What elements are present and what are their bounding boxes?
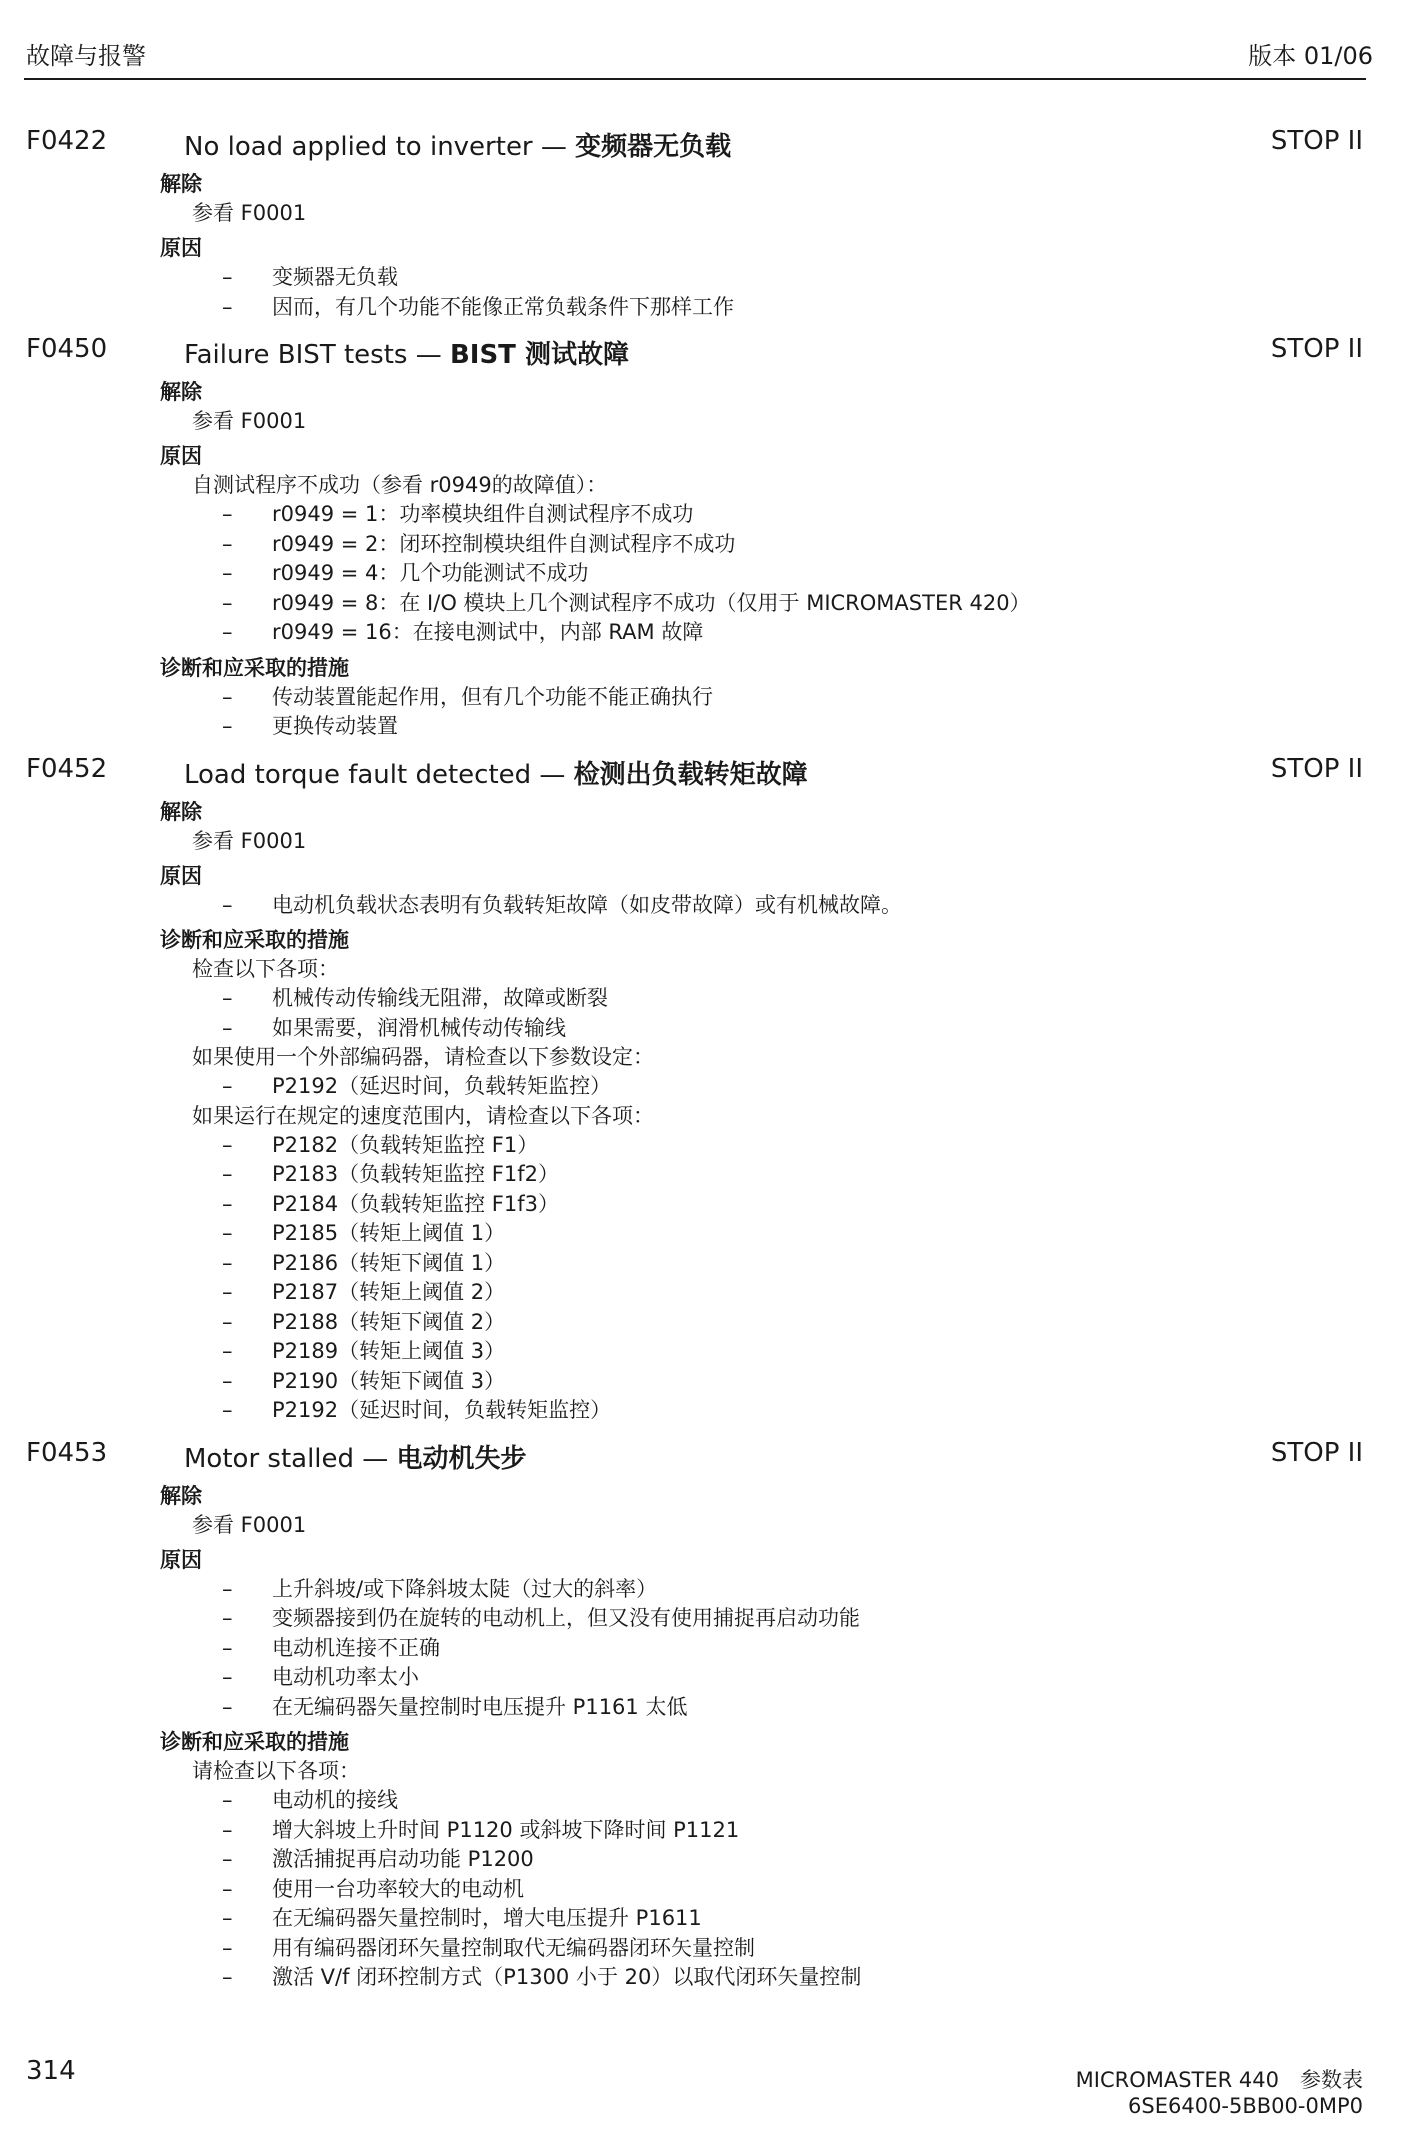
fault-title-en: No load applied to inverter [184,132,533,162]
list-dash: – [222,1015,233,1040]
fault-entry [0,1438,1419,1999]
section-heading: 原因 [160,863,202,888]
list-item-text: P2192（延迟时间，负载转矩监控） [272,1074,612,1098]
fault-entry [0,754,1419,1432]
list-item-text: P2186（转矩下阈值 1） [272,1250,506,1275]
list-item [0,1160,1419,1190]
list-dash: – [222,892,233,917]
list-dash: – [222,1965,233,1989]
list-dash: – [222,561,233,585]
list-dash: – [222,620,233,644]
footer-order-number: 6SE6400-5BB00-0MP0 [1128,2094,1363,2118]
fault-title-cn: 电动机失步 [396,1443,527,1474]
list-item [0,1190,1419,1220]
list-dash: – [222,1309,233,1334]
list-item-text: 因而，有几个功能不能像正常负载条件下那样工作 [272,294,734,319]
list-dash: – [222,1280,233,1304]
fault-title-row [0,126,1419,170]
section-spacer [0,1426,1419,1432]
fault-title-separator: — [354,1443,397,1474]
list-dash: – [222,1935,233,1960]
fault-title-separator: — [531,759,574,790]
indented-text: 如果使用一个外部编码器，请检查以下参数设定： [192,1045,654,1069]
fault-title-separator: — [407,340,450,370]
list-dash: – [222,1906,233,1930]
fault-stop-level: STOP II [1270,126,1363,156]
list-item [0,1904,1419,1934]
list-item-text: P2187（转矩上阈值 2） [272,1280,506,1304]
list-item-text: 电动机的接线 [272,1788,398,1812]
list-item-text: r0949 = 16：在接电测试中，内部 RAM 故障 [272,620,704,644]
list-item [0,589,1419,619]
list-dash: – [222,684,233,709]
list-item [0,500,1419,530]
fault-stop-level: STOP II [1270,1437,1363,1468]
list-item-text: r0949 = 4：几个功能测试不成功 [272,561,589,585]
fault-code: F0422 [26,126,108,156]
section-heading: 原因 [160,1547,202,1572]
section-heading: 诊断和应采取的措施 [160,655,349,680]
list-dash: – [222,1398,233,1422]
list-item [0,1963,1419,1993]
list-item-text: 上升斜坡/或下降斜坡太陡（过大的斜率） [272,1576,658,1601]
list-dash: – [222,1162,233,1186]
list-item-text: P2188（转矩下阈值 2） [272,1309,506,1334]
list-item [0,1249,1419,1279]
fault-title-en: Motor stalled [184,1443,355,1474]
fault-title-cn: BIST 测试故障 [449,340,629,370]
list-item [0,1934,1419,1964]
list-item-text: 传动装置能起作用，但有几个功能不能正确执行 [272,684,713,709]
list-dash: – [222,1876,233,1901]
list-item-text: 电动机负载状态表明有负载转矩故障（如皮带故障）或有机械故障。 [272,892,902,917]
list-dash: – [222,502,233,526]
indented-text: 参看 F0001 [192,409,307,433]
fault-list [0,126,1419,2005]
list-item [0,1575,1419,1605]
list-item [0,1845,1419,1875]
list-dash: – [222,1368,233,1393]
fault-code: F0450 [26,334,108,364]
fault-stop-level: STOP II [1270,334,1363,364]
list-item-text: r0949 = 1：功率模块组件自测试程序不成功 [272,502,694,526]
fault-title-separator: — [532,132,576,162]
indented-text: 检查以下各项： [192,957,339,981]
section-spacer [0,742,1419,748]
list-item [0,1604,1419,1634]
list-dash: – [222,265,233,289]
list-item-text: 电动机连接不正确 [272,1635,440,1660]
fault-title-row [0,754,1419,798]
list-item [0,1816,1419,1846]
list-item [0,1663,1419,1693]
list-item-text: 激活 V/f 闭环控制方式（P1300 小于 20）以取代闭环矢量控制 [272,1965,862,1989]
list-item-text: r0949 = 8：在 I/O 模块上几个测试程序不成功（仅用于 MICROMASTER 420） [272,590,1031,615]
section-heading: 诊断和应采取的措施 [160,928,349,952]
list-item [0,984,1419,1014]
list-item-text: P2183（负载转矩监控 F1f2） [272,1162,559,1186]
list-item [0,1786,1419,1816]
fault-code: F0452 [26,753,108,784]
list-dash: – [222,1694,233,1719]
list-dash: – [222,1250,233,1275]
list-dash: – [222,1817,233,1842]
page-header-version: 版本 01/06 [1248,42,1373,70]
list-item [0,683,1419,713]
fault-title [184,126,731,163]
list-item [0,293,1419,323]
list-item [0,1278,1419,1308]
list-item-text: r0949 = 2：闭环控制模块组件自测试程序不成功 [272,531,736,556]
list-item-text: P2190（转矩下阈值 3） [272,1368,506,1393]
list-item [0,618,1419,648]
list-item-text: P2184（负载转矩监控 F1f3） [272,1191,559,1216]
indented-text: 自测试程序不成功（参看 r0949的故障值）： [192,473,608,497]
list-item-text: 机械传动传输线无阻滞，故障或断裂 [272,986,608,1010]
fault-title-row [0,1438,1419,1482]
indented-text: 参看 F0001 [192,201,307,225]
list-item [0,1072,1419,1102]
list-dash: – [222,986,233,1010]
list-item [0,559,1419,589]
fault-title-cn: 变频器无负载 [575,132,732,162]
section-heading: 原因 [160,444,202,468]
list-item-text: 增大斜坡上升时间 P1120 或斜坡下降时间 P1121 [272,1817,740,1842]
section-heading: 解除 [160,799,202,824]
list-item-text: 在无编码器矢量控制时电压提升 P1161 太低 [272,1694,688,1719]
list-item [0,1219,1419,1249]
fault-title [184,754,808,791]
list-item-text: 激活捕捉再启动功能 P1200 [272,1847,534,1871]
list-dash: – [222,714,233,738]
list-item [0,263,1419,293]
page-number: 314 [26,2056,76,2086]
list-item-text: 电动机功率太小 [272,1665,419,1689]
list-dash: – [222,1339,233,1363]
list-item [0,1337,1419,1367]
page-header-section: 故障与报警 [26,42,146,70]
list-item [0,1131,1419,1161]
section-heading: 原因 [160,236,202,260]
list-item-text: 使用一台功率较大的电动机 [272,1876,524,1901]
list-item-text: 如果需要，润滑机械传动传输线 [272,1015,566,1040]
list-item-text: 在无编码器矢量控制时，增大电压提升 P1611 [272,1906,702,1930]
indented-text: 请检查以下各项： [192,1759,360,1783]
list-item-text: 变频器无负载 [272,265,398,289]
list-item [0,1396,1419,1426]
list-item [0,530,1419,560]
list-dash: – [222,1606,233,1630]
list-item [0,712,1419,742]
fault-title-en: Failure BIST tests [184,340,408,370]
list-item-text: P2192（延迟时间，负载转矩监控） [272,1398,612,1422]
fault-title-en: Load torque fault detected [184,759,532,790]
list-dash: – [222,1191,233,1216]
list-dash: – [222,1576,233,1601]
list-dash: – [222,1074,233,1098]
indented-text: 如果运行在规定的速度范围内，请检查以下各项： [192,1103,654,1128]
fault-entry [0,334,1419,748]
indented-text: 参看 F0001 [192,1512,307,1537]
list-item [0,1634,1419,1664]
fault-stop-level: STOP II [1270,753,1363,784]
list-dash: – [222,1221,233,1245]
list-item-text: P2189（转矩上阈值 3） [272,1339,506,1363]
section-spacer [0,1993,1419,1999]
list-item [0,1693,1419,1723]
footer-product: MICROMASTER 440 参数表 [1075,2068,1363,2092]
list-item [0,1875,1419,1905]
fault-entry [0,126,1419,328]
list-item-text: P2185（转矩上阈值 1） [272,1221,506,1245]
list-dash: – [222,294,233,319]
fault-title-cn: 检测出负载转矩故障 [573,759,808,790]
section-heading: 解除 [160,380,202,404]
fault-code: F0453 [26,1437,108,1468]
list-item [0,1367,1419,1397]
list-dash: – [222,531,233,556]
list-dash: – [222,590,233,615]
section-heading: 解除 [160,172,202,196]
list-dash: – [222,1788,233,1812]
section-heading: 解除 [160,1483,202,1508]
list-item-text: 用有编码器闭环矢量控制取代无编码器闭环矢量控制 [272,1935,755,1960]
list-item [0,891,1419,921]
list-dash: – [222,1635,233,1660]
list-item [0,1014,1419,1044]
list-item-text: 变频器接到仍在旋转的电动机上，但又没有使用捕捉再启动功能 [272,1606,860,1630]
fault-title-row [0,334,1419,378]
fault-title [184,334,629,371]
section-spacer [0,322,1419,328]
list-dash: – [222,1847,233,1871]
section-heading: 诊断和应采取的措施 [160,1730,349,1754]
list-item-text: P2182（负载转矩监控 F1） [272,1132,539,1157]
indented-text: 参看 F0001 [192,828,307,853]
list-item [0,1308,1419,1338]
list-dash: – [222,1665,233,1689]
fault-title [184,1438,527,1475]
list-item-text: 更换传动装置 [272,714,398,738]
list-dash: – [222,1132,233,1157]
header-divider [24,78,1366,80]
